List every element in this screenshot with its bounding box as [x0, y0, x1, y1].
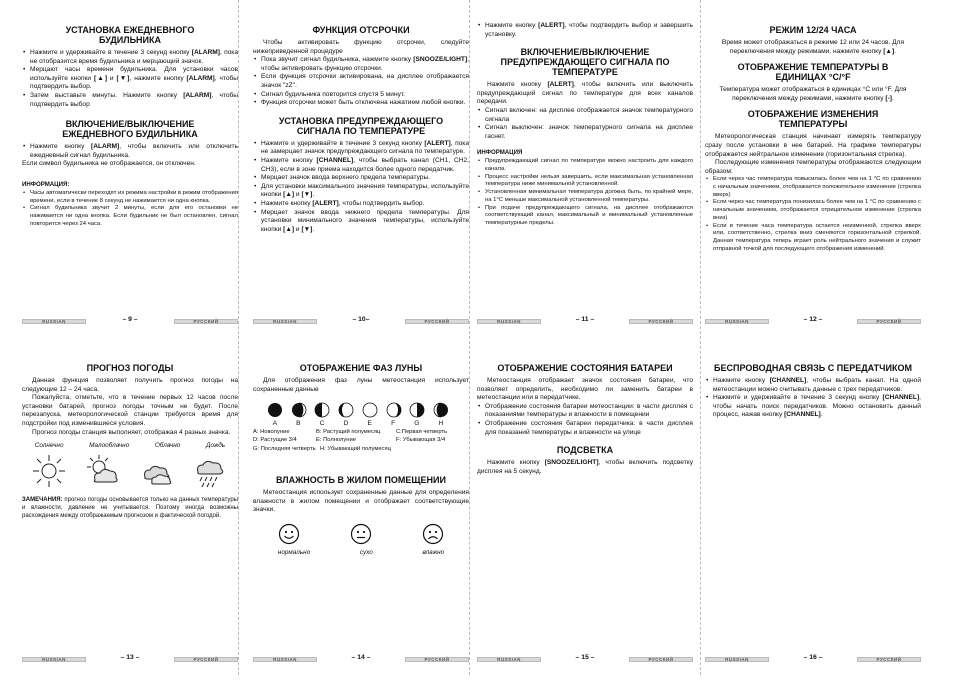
legend-item: E: Полнолуние	[316, 437, 356, 444]
moon-letter: F	[391, 420, 396, 428]
page-separator	[238, 0, 239, 675]
list-item: • Нажмите и удерживайте в течение 3 секунд кнопку [ALERT], пока не замерцает значок предупреждающего сигнала по температуре.	[253, 140, 469, 157]
info-label: ИНФОРМАЦИЯ:	[22, 180, 70, 188]
steps-list	[22, 49, 238, 109]
moon-letter: E	[367, 420, 372, 428]
forecast-icons	[22, 453, 238, 489]
paragraph: Метеостанция отображает значок состояния батареи, что позволяет определить, необходимо ли заменить батареи в метеостанции или в передатчике.	[477, 377, 693, 402]
section-title: УСТАНОВКА ЕЖЕДНЕВНОГО БУДИЛЬНИКА	[65, 25, 195, 45]
moon-legend	[253, 428, 469, 453]
note-text: прогноз погоды основывается только на данных температуры и влажности, давление не учитывается. Поэтому иногда возможны расхождения между отображаемым прогнозом и фактической погодой.	[22, 497, 238, 519]
moon-letter: G	[414, 420, 420, 428]
list-item: • Пока звучит сигнал будильника, нажмите кнопку [SNOOZE/LIGHT], чтобы активировать функцию отсрочки.	[253, 56, 469, 73]
note-label: ЗАМЕЧАНИЯ:	[22, 497, 63, 504]
footer-lang-right: РУССКИЙ	[857, 319, 921, 324]
list-item: • При подаче предупреждающего сигнала, на дисплее отображаются соответствующий канал, максимальный и минимальный установленные температурные пределы.	[477, 205, 693, 228]
page-footer	[705, 316, 921, 325]
footer-lang-left: RUSSIAN	[253, 319, 317, 324]
steps-list	[477, 403, 693, 437]
section-title: ОТОБРАЖЕНИЕ СОСТОЯНИЯ БАТАРЕИ	[497, 363, 673, 373]
section-title: ПРОГНОЗ ПОГОДЫ	[86, 363, 174, 373]
footer-lang-left: RUSSIAN	[705, 657, 769, 662]
list-item: • Затем выставьте минуты. Нажмите кнопку [ALARM], чтобы подтвердить выбор	[22, 92, 238, 109]
page-16	[705, 360, 921, 680]
humidity-label: сухо	[359, 548, 373, 556]
paragraph: Для отображения фаз луны метеостанция использует сохраненные данные	[253, 377, 469, 393]
moon-waxing-crescent-icon	[291, 402, 307, 418]
section-title: УСТАНОВКА ПРЕДУПРЕЖДАЮЩЕГО СИГНАЛА ПО ТЕМПЕРАТУРЕ	[278, 115, 444, 136]
list-item: • Сигнал выключен: значок температурного сигнала на дисплее гаснет.	[477, 124, 693, 141]
partly-cloudy-icon	[85, 453, 121, 489]
section-title: ВЛАЖНОСТЬ В ЖИЛОМ ПОМЕЩЕНИИ	[276, 475, 446, 486]
forecast-label: Дождь	[205, 442, 226, 450]
page-10	[253, 22, 469, 342]
section-title: ФУНКЦИЯ ОТСРОЧКИ	[312, 25, 410, 35]
rain-icon	[193, 453, 229, 489]
legend-item: H: Убывающий полумесяц	[320, 445, 391, 452]
moon-letter: D	[343, 420, 349, 428]
page-15	[477, 360, 693, 680]
list-item: • Если функция отсрочки активирована, на дисплее отображается значок "zZ".	[253, 73, 469, 90]
footer-lang-right: РУССКИЙ	[174, 319, 238, 324]
moon-new-icon	[267, 402, 283, 418]
footer-lang-left: RUSSIAN	[22, 319, 86, 324]
list-item: • Установленная минимальная температура должна быть, по крайней мере, на 1°C меньше максимальной установленной температуры.	[477, 189, 693, 204]
cloudy-icon	[139, 453, 175, 489]
page-14	[253, 360, 469, 680]
humidity-label: нормально	[277, 548, 311, 556]
list-item: • Если через час температура повысилась более чем на 1 °C по сравнению с начальным значением, отображается положительное изменение (стрелка вверх)	[705, 176, 921, 199]
page-footer	[705, 654, 921, 663]
steps-list	[22, 143, 238, 160]
paragraph: Данная функция позволяет получить прогноз погоды на следующие 12 – 24 часа.	[22, 377, 238, 393]
legend-item: F: Убывающая 3/4	[396, 437, 446, 444]
footer-lang-right: РУССКИЙ	[629, 319, 693, 324]
list-item: • Отображение состояния батареи передатчика: в части дисплея для показаний температуры и влажности на улице	[477, 420, 693, 437]
section-title: ОТОБРАЖЕНИЕ ИЗМЕНЕНИЯ ТЕМПЕРАТУРЫ	[747, 109, 879, 130]
list-item: • Для установки максимального значения температуры, используйте кнопки [▲] и [▼].	[253, 183, 469, 200]
paragraph: Чтобы активировать функцию отсрочки, следуйте нижеприведенной процедуре	[253, 39, 469, 55]
list-item: • Нажмите кнопку [CHANNEL], чтобы выбрать канал (CH1, CH2, CH3), если в зоне приема находится более одного передатчик.	[253, 157, 469, 174]
neutral-face-icon	[350, 523, 372, 545]
legend-item: B: Растущий полумесяц	[316, 429, 381, 436]
moon-letter: B	[296, 420, 301, 428]
page-number: – 16 –	[803, 654, 823, 661]
legend-item: G: Последняя четверть	[253, 445, 316, 452]
moon-waxing-gibbous-icon	[338, 402, 354, 418]
smile-face-icon	[278, 523, 300, 545]
sad-face-icon	[422, 523, 444, 545]
paragraph: Температура может отображаться в единицах °C или °F. Для переключения между режимами, нажмите кнопку [-].	[719, 86, 907, 102]
page-number: – 10–	[352, 316, 370, 323]
moon-waning-gibbous-icon	[386, 402, 402, 418]
paragraph: Если символ будильника не отображается, он отключен.	[22, 160, 196, 168]
list-item: • Нажмите кнопку [CHANNEL], чтобы выбрать канал. На одной метеостанции можно считывать данные с трех передатчиков.	[705, 377, 921, 394]
footer-lang-right: РУССКИЙ	[405, 657, 469, 662]
page-footer	[477, 654, 693, 663]
steps-list	[477, 107, 693, 141]
section-title: ПОДСВЕТКА	[556, 445, 614, 456]
info-label: ИНФОРМАЦИЯ	[477, 149, 523, 157]
page-footer	[22, 316, 238, 325]
page-number: – 11 –	[575, 316, 595, 323]
page-number: – 9 –	[122, 316, 138, 323]
list-item: • Предупреждающий сигнал по температуре можно настроить для каждого канала.	[477, 158, 693, 173]
page-number: – 13 –	[120, 654, 140, 661]
humidity-label: влажно	[422, 548, 445, 556]
footer-lang-left: RUSSIAN	[253, 657, 317, 662]
list-item: • Нажмите и удерживайте в течение 3 секунд кнопку [ALARM], пока не отобразится время будильника и мерцающий значок.	[22, 49, 238, 66]
list-item: • Нажмите кнопку [ALARM], чтобы включить или отключить ежедневный сигнал будильника.	[22, 143, 238, 160]
footer-lang-left: RUSSIAN	[705, 319, 769, 324]
list-item: • Функция отсрочки может быть отключена нажатием любой кнопки.	[253, 99, 469, 108]
steps-list	[253, 140, 469, 235]
footer-lang-left: RUSSIAN	[22, 657, 86, 662]
list-item: • Сигнал будильника звучит 2 минуты, если для его остановки не нажимается ни одна кнопка. Если будильник не был остановлен, сигнал повторится через 24 часа.	[22, 205, 238, 228]
list-item: • Нажмите и удерживайте в течение 3 секунд кнопку [CHANNEL], чтобы начать поиск передатчиков. Можно остановить данный процесс, нажав кнопку [CHANNEL].	[705, 394, 921, 420]
humidity-labels	[253, 549, 469, 556]
forecast-label: Солнечно	[34, 442, 64, 450]
list-item: • Нажмите кнопку [ALERT], чтобы подтвердить выбор.	[253, 200, 469, 209]
moon-phases	[263, 402, 453, 418]
steps-list	[705, 377, 921, 420]
humidity-icons	[253, 523, 469, 545]
section-title: РЕЖИМ 12/24 ЧАСА	[769, 25, 857, 35]
list-item: • Мерцает значок ввода верхнего предела температуры.	[253, 174, 469, 183]
moon-full-icon	[362, 402, 378, 418]
forecast-label: Малооблачно	[89, 442, 130, 450]
page-9	[22, 22, 238, 342]
moon-last-quarter-icon	[409, 402, 425, 418]
footer-lang-right: РУССКИЙ	[174, 657, 238, 662]
paragraph: Нажмите кнопку [ALERT], чтобы включить или выключить предупреждающий сигнал по температуре для всех каналов передачи.	[477, 81, 694, 106]
info-list	[477, 158, 693, 227]
page-number: – 12 –	[803, 316, 823, 323]
list-item: • Отображение состояния батареи метеостанции: в части дисплея с показаниями температуры и влажности в помещении	[477, 403, 693, 420]
page-footer	[22, 654, 238, 663]
footer-lang-right: РУССКИЙ	[857, 657, 921, 662]
page-footer	[253, 654, 469, 663]
paragraph: Время может отображаться в режиме 12 или 24 часов. Для переключения между режимами, нажмите кнопку [▲].	[721, 39, 905, 55]
forecast-labels	[22, 442, 238, 449]
moon-waning-crescent-icon	[433, 402, 449, 418]
moon-letter: C	[319, 420, 325, 428]
info-list	[22, 190, 238, 229]
moon-letters	[263, 420, 453, 427]
page-separator	[700, 0, 701, 675]
legend-item: D: Растущие 3/4	[253, 437, 297, 444]
steps-list	[253, 56, 469, 108]
paragraph: Последующие изменения температуры отображаются следующим образом:	[705, 159, 921, 175]
list-item: • Нажмите кнопку [ALERT], чтобы подтвердить выбор и завершить установку.	[477, 22, 693, 39]
section-title: ВКЛЮЧЕНИЕ/ВЫКЛЮЧЕНИЕ ЕЖЕДНЕВНОГО БУДИЛЬНИКА	[62, 119, 198, 140]
footer-lang-right: РУССКИЙ	[405, 319, 469, 324]
section-title: ВКЛЮЧЕНИЕ/ВЫКЛЮЧЕНИЕ ПРЕДУПРЕЖДАЮЩЕГО СИГНАЛА ПО ТЕМПЕРАТУРЕ	[500, 47, 670, 78]
footer-lang-left: RUSSIAN	[477, 319, 541, 324]
forecast-label: Облачно	[154, 442, 181, 450]
section-title: ОТОБРАЖЕНИЕ ТЕМПЕРАТУРЫ В ЕДИНИЦАХ °C/°F	[737, 62, 889, 83]
moon-letter: H	[438, 420, 444, 428]
section-title: ОТОБРАЖЕНИЕ ФАЗ ЛУНЫ	[299, 363, 423, 373]
paragraph: Нажмите кнопку [SNOOZE/LIGHT], чтобы включить подсветку дисплея на 5 секунд.	[477, 459, 693, 475]
page-number: – 14 –	[351, 654, 371, 661]
page-12	[705, 22, 921, 342]
legend-item: C:Первая четверть	[396, 429, 448, 436]
sun-icon	[31, 453, 67, 489]
page-footer	[477, 316, 693, 325]
moon-first-quarter-icon	[314, 402, 330, 418]
list-item: • Если через час температура понизилась более чем на 1 °C по сравнению с начальным значением, отображается отрицательное изменение (стрелка вниз)	[705, 199, 921, 222]
footer-lang-left: RUSSIAN	[477, 657, 541, 662]
legend-item: A: Новолуние	[253, 429, 290, 436]
list-item: • Сигнал включен: на дисплее отображается значок температурного сигнала	[477, 107, 693, 124]
list-item: • Сигнал будильника повторится спустя 5 минут.	[253, 91, 469, 100]
paragraph: Пожалуйста, отметьте, что в течение первых 12 часов после установки батарей, прогноз погоды точным не будет. После перезапуска, метеорологической станции требуется время для подстройки под изменившиеся условия.	[22, 394, 238, 427]
list-item: • Часы автоматически переходят из режима настройки в режим отображения времени, если в течение 8 секунд не нажимается ни одна кнопка.	[22, 190, 238, 205]
list-item: • Мерцает значок ввода нижнего предела температуры. Для установки минимального значения температуры, используйте кнопки [▲] и [▼].	[253, 209, 469, 235]
note-paragraph	[22, 497, 238, 520]
paragraph: Прогноз погоды станция выполняет, отображая 4 разных значка.	[32, 428, 231, 436]
footer-lang-right: РУССКИЙ	[629, 657, 693, 662]
list-item: • Мерцают часы времени будильника. Для установки часов используйте кнопки [▲] и [▼], нажмите кнопку [ALARM], чтобы подтвердить выбор.	[22, 66, 238, 92]
list-item: • Процесс настройки нельзя завершить, если максимальная установленная температура ниже минимальной установленной.	[477, 174, 693, 189]
moon-letter: A	[272, 420, 277, 428]
page-footer	[253, 316, 469, 325]
paragraph: Метеорологическая станция начинает измерять температуру сразу после установки в нее батарей. На графике температуры отображается нейтральное изменение (горизонтальная стрелка).	[705, 133, 921, 158]
section-title: БЕСПРОВОДНАЯ СВЯЗЬ С ПЕРЕДАТЧИКОМ	[714, 363, 912, 373]
page-11	[477, 22, 693, 342]
paragraph: Метеостанция использует сохраненные данные для определения влажности в жилом помещении и отображает соответствующие значки.	[253, 489, 469, 514]
info-list	[705, 176, 921, 253]
page-separator	[469, 0, 470, 675]
steps-list	[477, 22, 693, 39]
list-item: • Если в течение часа температура остается неизменной, стрелка вверх или, соответственно, стрелка вниз сменяются горизонтальной стрелкой. Данная температура теперь играет роль нейтрального значения и служит отправной точкой для последующего отображения изменений.	[705, 223, 921, 254]
page-13	[22, 360, 238, 680]
page-number: – 15 –	[575, 654, 595, 661]
